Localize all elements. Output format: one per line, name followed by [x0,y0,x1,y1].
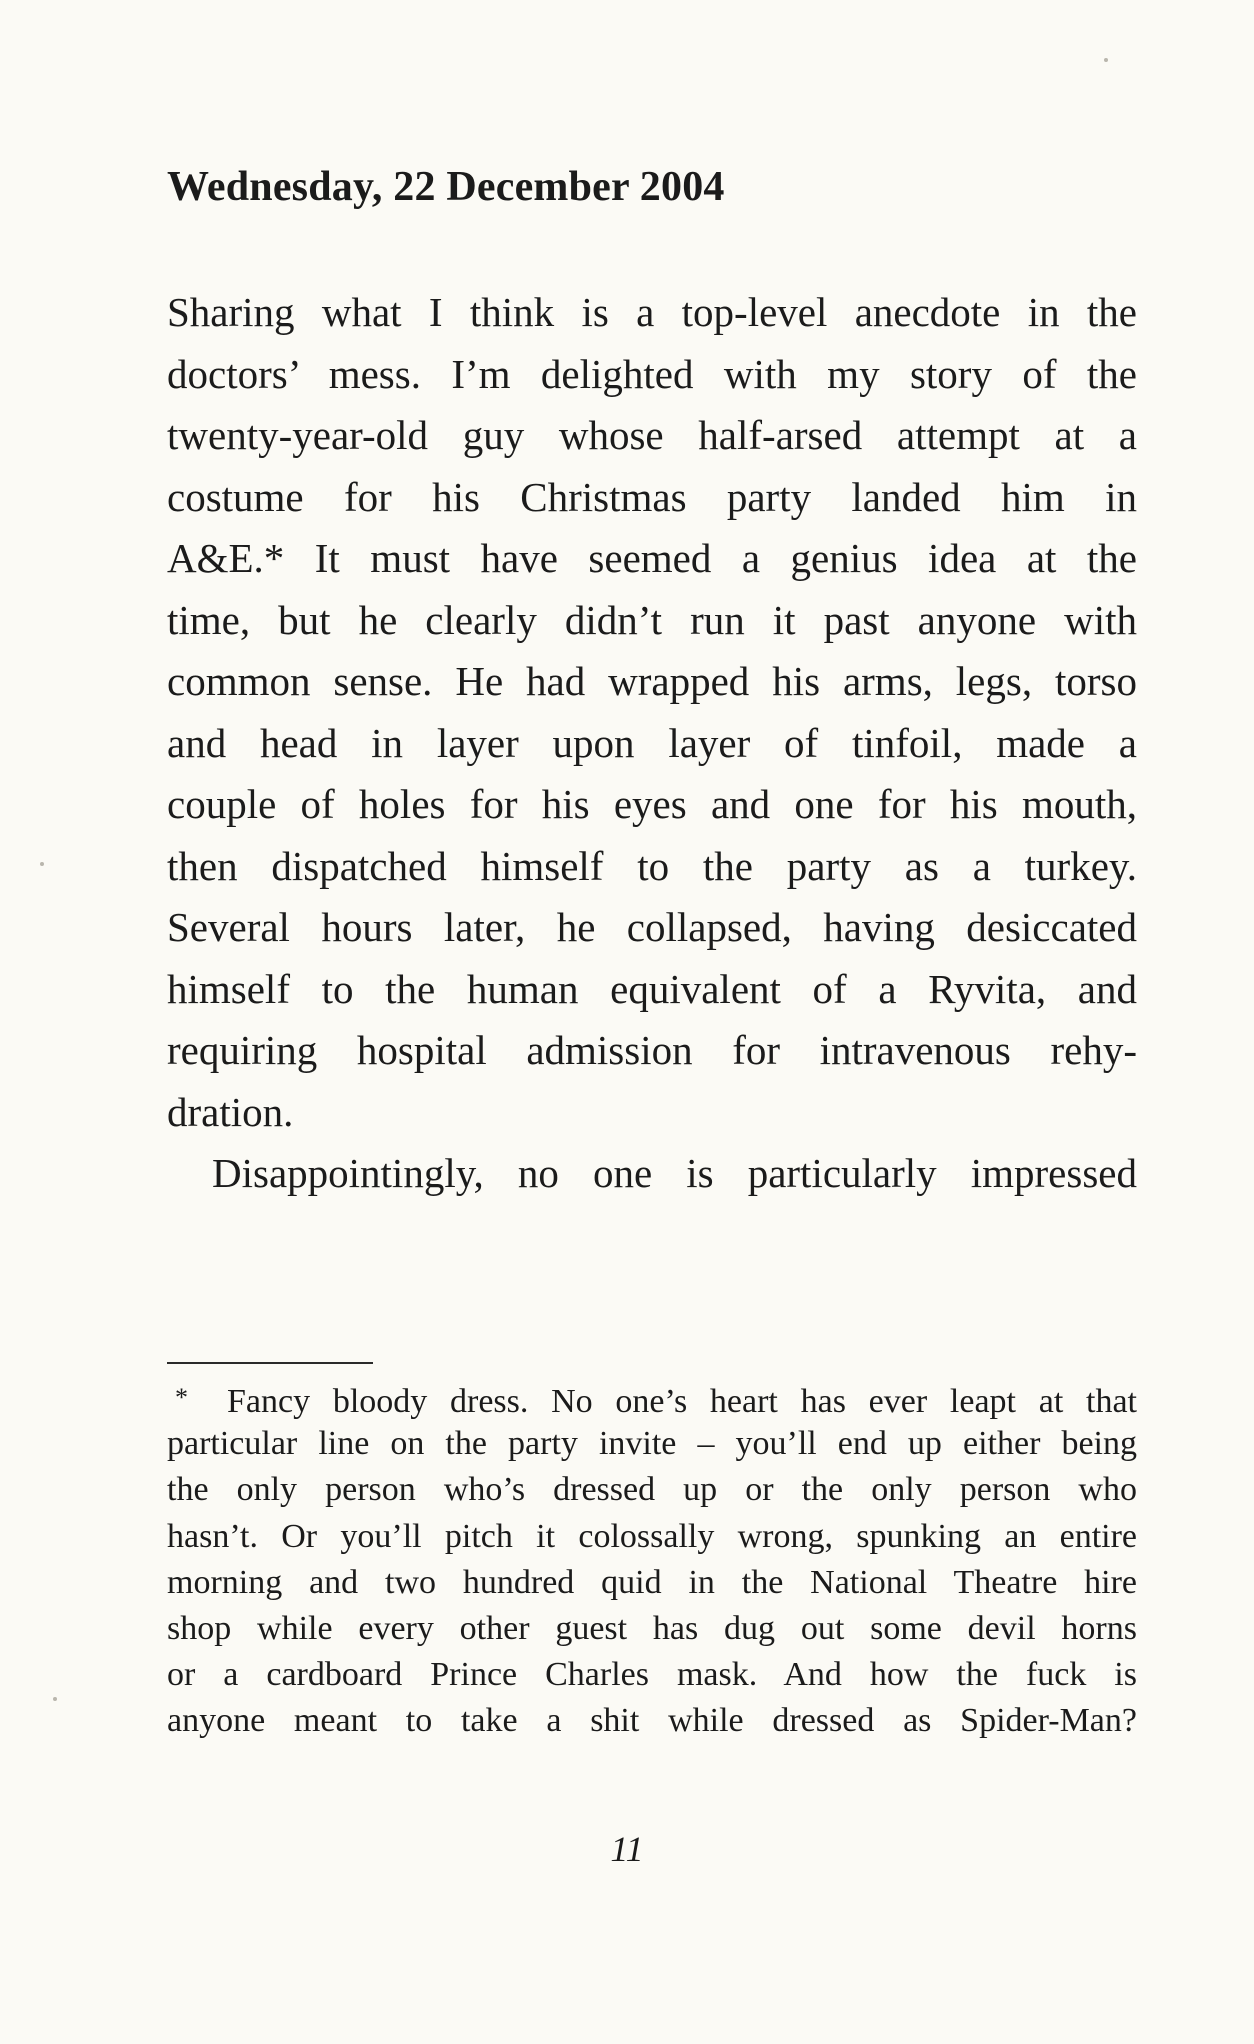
footnote-line: hasn’t. Or you’ll pitch it colossally wrong, spunking an entire [167,1517,1137,1555]
body-line: then dispatched himself to the party as a turkey. [167,842,1137,889]
footnote-marker: * [175,1383,188,1412]
footnote-line: or a cardboard Prince Charles mask. And how the fuck is [167,1656,1137,1694]
paper-speck [40,862,44,866]
footnote-line: particular line on the party invite – you’ll end up either being [167,1425,1137,1463]
paper-speck [1104,58,1108,62]
footnote-separator-rule [167,1362,373,1364]
footnote-line [167,1375,1137,1421]
body-line: Sharing what I think is a top-level anecdote in the [167,289,1137,335]
footnote [167,1375,1137,1745]
body-line-paragraph-start: Disappointingly, no one is particularly impressed [212,1150,1137,1196]
body-line: time, but he clearly didn’t run it past anyone with [167,596,1137,643]
body-line: and head in layer upon layer of tinfoil, made a [167,719,1137,766]
body-line: costume for his Christmas party landed him in [167,473,1137,520]
paper-speck [53,1697,57,1701]
body-line: twenty-year-old guy whose half-arsed attempt at a [167,412,1137,458]
body-line: doctors’ mess. I’m delighted with my story of the [167,350,1137,397]
footnote-line: morning and two hundred quid in the National Theatre hire [167,1563,1137,1601]
page-number: 11 [610,1829,644,1869]
body-line: dration. [167,1088,294,1135]
body-line: couple of holes for his eyes and one for his mouth, [167,781,1137,827]
body-line: A&E.* It must have seemed a genius idea at the [167,535,1137,581]
body-line: requiring hospital admission for intravenous rehy- [167,1027,1137,1073]
footnote-line: anyone meant to take a shit while dressed as Spider-Man? [167,1702,1137,1740]
footnote-line: shop while every other guest has dug out some devil horns [167,1609,1137,1647]
diary-date-heading: Wednesday, 22 December 2004 [167,164,725,210]
body-line: common sense. He had wrapped his arms, legs, torso [167,658,1137,704]
footnote-line: the only person who’s dressed up or the only person who [167,1471,1137,1509]
body-line: himself to the human equivalent of a Ryvita, and [167,965,1137,1012]
footnote-text: Fancy bloody dress. No one’s heart has ever leapt at that [227,1383,1137,1420]
body-line: Several hours later, he collapsed, having desiccated [167,904,1137,950]
diary-entry-body [167,282,1137,1205]
